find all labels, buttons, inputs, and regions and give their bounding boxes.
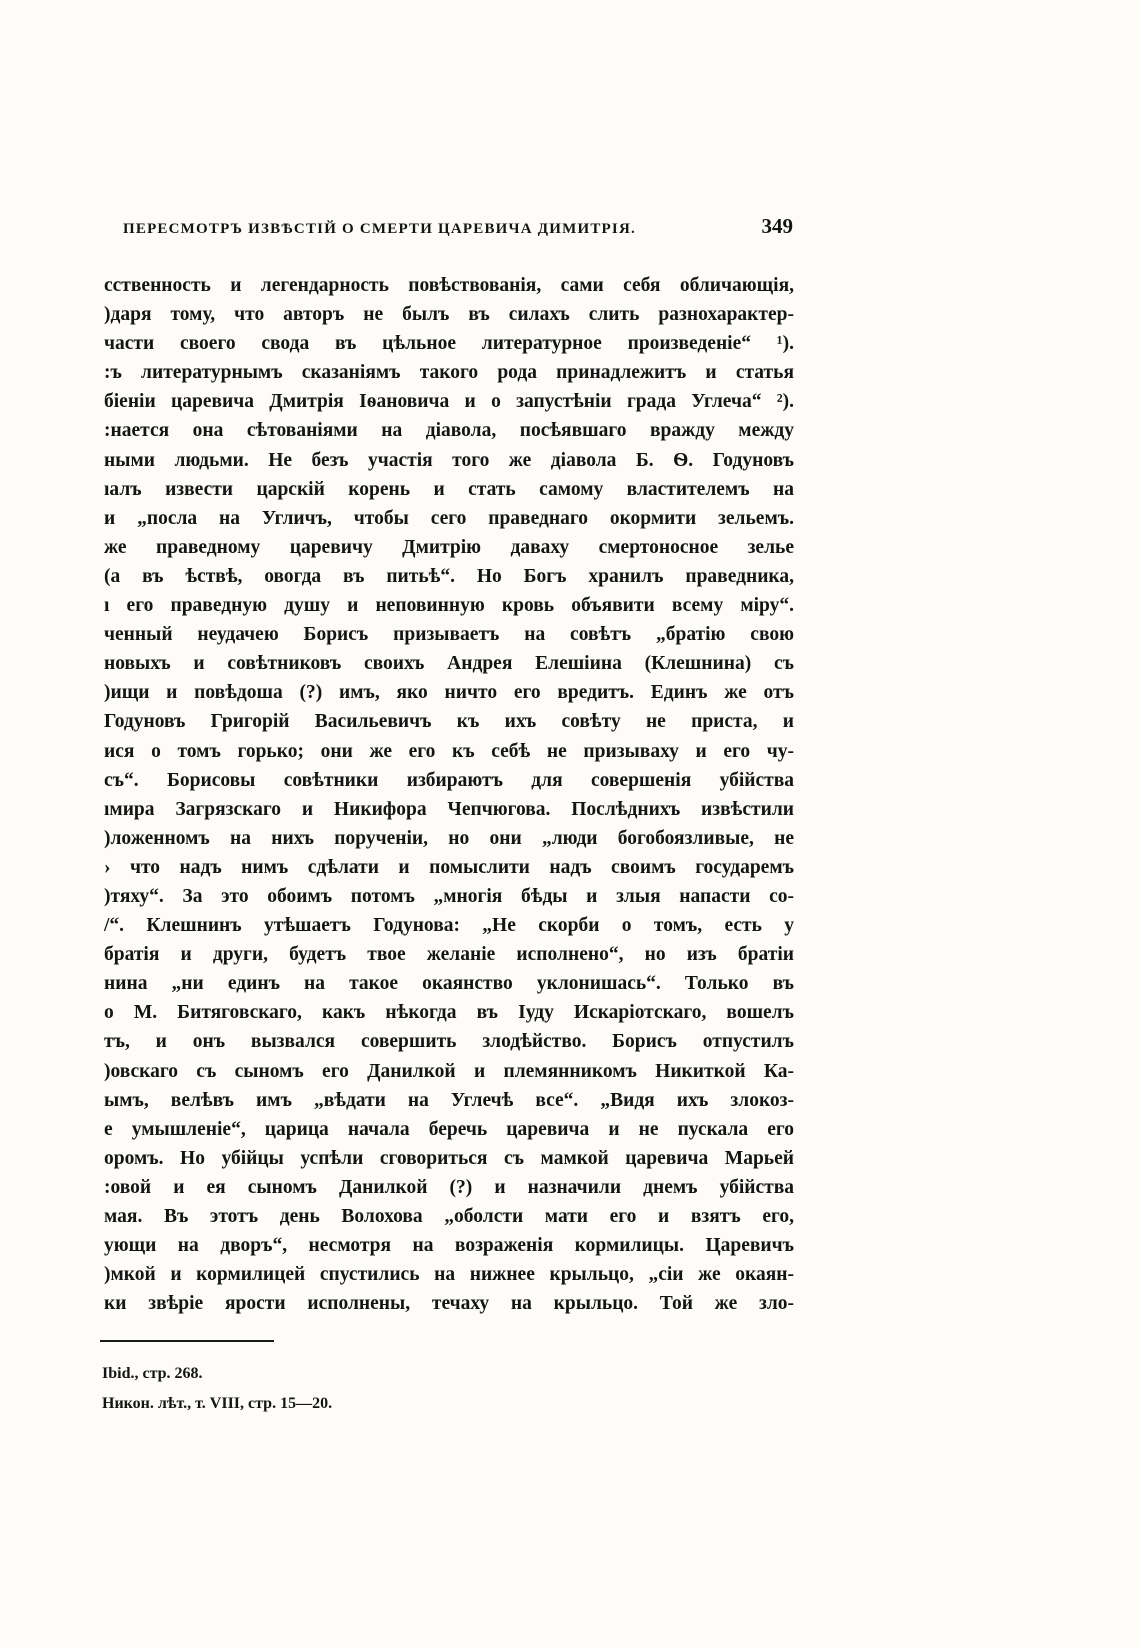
text-line: біеніи царевича Дмитрія Іѳановича и о запустѣніи града Углеча“ ²). — [104, 391, 794, 413]
text-line: )овскаго съ сыномъ его Данилкой и племянникомъ Никиткой Ка- — [104, 1060, 794, 1082]
text-line: и „посла на Угличъ, чтобы сего праведнаго окормити зельемъ. — [104, 507, 794, 529]
text-line: ными людьми. Не безъ участія того же діавола Б. Ѳ. Годуновъ — [104, 449, 794, 471]
text-line: о М. Битяговскаго, какъ нѣкогда въ Іуду Искаріотскаго, вошелъ — [104, 1002, 794, 1024]
text-line: сственность и легендарность повѣствованія, сами себя обличающія, — [104, 275, 794, 296]
text-line: ıалъ извести царскій корень и стать самому властителемъ на — [104, 478, 794, 500]
text-line: :нается она сѣтованіями на діавола, посѣявшаго вражду между — [104, 420, 794, 442]
page-number: 349 — [761, 214, 793, 238]
text-line: )ложенномъ на нихъ порученіи, но они „люди богобоязливые, не — [104, 827, 794, 849]
page-header — [123, 214, 793, 246]
text-line: мая. Въ этотъ день Волохова „оболсти мати его и взятъ его, — [104, 1206, 794, 1227]
text-line: новыхъ и совѣтниковъ своихъ Андрея Елешіина (Клешнина) съ — [104, 653, 794, 675]
text-line: же праведному царевичу Дмитрію даваху смертоносное зелье — [104, 536, 794, 558]
text-line: ки звѣріе ярости исполнены, течаху на крыльцо. Той же зло- — [104, 1293, 794, 1315]
text-line: ующи на дворъ“, несмотря на возраженія кормилицы. Царевичъ — [104, 1235, 794, 1257]
text-line: части своего свода въ цѣльное литературное произведеніе“ ¹). — [104, 333, 794, 355]
footnotes — [102, 1359, 502, 1419]
text-line: :ъ литературнымъ сказаніямъ такого рода принадлежитъ и статья — [104, 362, 794, 384]
text-line: нина „ни единъ на такое окаянство уклонишась“. Только въ — [104, 973, 794, 995]
text-line: › что надъ нимъ сдѣлати и помыслити надъ своимъ государемъ — [104, 856, 794, 878]
footnote-divider — [100, 1340, 274, 1342]
text-line: )тяху“. За это обоимъ потомъ „многія бѣды и злыя напасти со- — [104, 885, 794, 907]
running-head: ПЕРЕСМОТРЪ ИЗВѢСТІЙ О СМЕРТИ ЦАРЕВИЧА ДИМИТРІЯ. — [123, 221, 636, 237]
text-line: ı его праведную душу и неповинную кровь объявити всему міру“. — [104, 595, 794, 617]
footnote: Ibid., стр. 268. — [102, 1365, 203, 1382]
text-line: братія и други, будетъ твое желаніе исполнено“, но изъ братіи — [104, 944, 794, 966]
text-line: Годуновъ Григорій Васильевичъ къ ихъ совѣту не приста, и — [104, 711, 794, 733]
text-line: :овой и ея сыномъ Данилкой (?) и назначили днемъ убійства — [104, 1176, 794, 1198]
text-line: )мкой и кормилицей спустились на нижнее крыльцо, „сіи же окаян- — [104, 1264, 794, 1286]
body-text — [104, 271, 794, 1318]
text-line: ченный неудачею Борисъ призываетъ на совѣтъ „братію свою — [104, 624, 794, 646]
text-line: е умышленіе“, царица начала беречь царевича и не пускала его — [104, 1118, 794, 1140]
text-line: )даря тому, что авторъ не былъ въ силахъ слить разнохарактер- — [104, 304, 794, 326]
text-line: оромъ. Но убійцы успѣли сговориться съ мамкой царевича Марьей — [104, 1147, 794, 1169]
text-line: ıмира Загрязскаго и Никифора Чепчюгова. Послѣднихъ извѣстили — [104, 798, 794, 820]
text-line: (а въ ѣствѣ, овогда въ питьѣ“. Но Богъ хранилъ праведника, — [104, 565, 794, 587]
footnote: Никон. лѣт., т. VIII, стр. 15—20. — [102, 1395, 333, 1412]
text-line: съ“. Борисовы совѣтники избираютъ для совершенія убійства — [104, 769, 794, 791]
text-line: ымъ, велѣвъ имъ „вѣдати на Углечѣ все“. „Видя ихъ злокоз- — [104, 1089, 794, 1111]
text-line: /“. Клешнинъ утѣшаетъ Годунова: „Не скорби о томъ, есть у — [104, 915, 794, 937]
text-line: тъ, и онъ вызвался совершить злодѣйство. Борисъ отпустилъ — [104, 1031, 794, 1053]
text-line: ися о томъ горько; они же его къ себѣ не призываху и его чу- — [104, 740, 794, 762]
text-line: )ищи и повѣдоша (?) имъ, яко ничто его вредитъ. Единъ же отъ — [104, 682, 794, 704]
